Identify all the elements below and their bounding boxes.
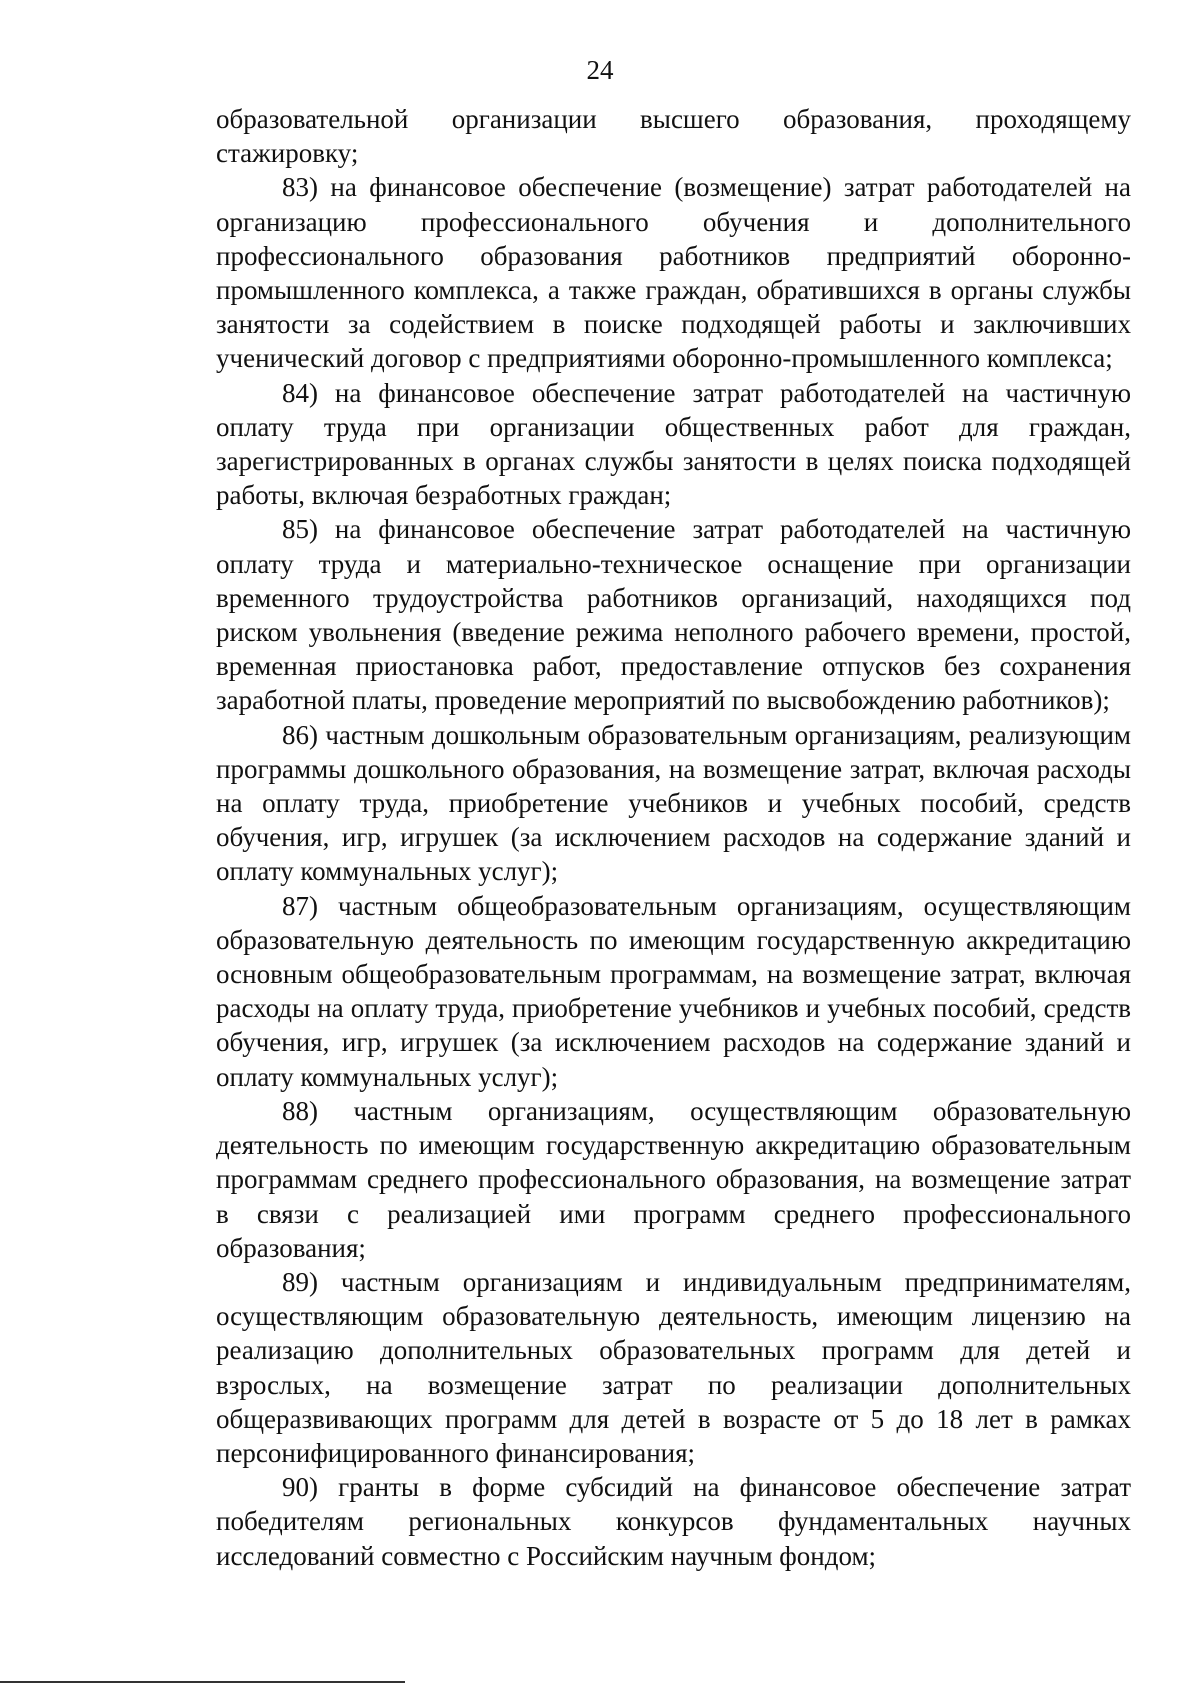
paragraph-continuation: образовательной организации высшего образования, проходящему стажировку; xyxy=(216,104,1131,169)
list-item-86: 86) частным дошкольным образовательным организациям, реализующим программы дошкольного образования, на возмещение затрат, включая расходы на оплату труда, приобретение учебников и учебных пособий, средств обучения, игр, игрушек (за исключением расходов на содержание зданий и оплату коммунальных услуг); xyxy=(216,719,1131,887)
list-item-83: 83) на финансовое обеспечение (возмещение) затрат работодателей на организацию профессионального обучения и дополнительного профессионального образования работников предприятий оборонно-промышленного комплекса, а также граждан, обратившихся в органы службы занятости за содействием в поиске подходящей работы и заключивших ученический договор с предприятиями оборонно-промышленного комплекса; xyxy=(216,172,1131,374)
list-item-84: 84) на финансовое обеспечение затрат работодателей на частичную оплату труда при организации общественных работ для граждан, зарегистрированных в органах службы занятости в целях поиска подходящей работы, включая безработных граждан; xyxy=(216,377,1131,511)
document-body xyxy=(216,102,1131,1573)
footer-rule xyxy=(0,1681,405,1683)
list-item-89: 89) частным организациям и индивидуальным предпринимателям, осуществляющим образовательную деятельность, имеющим лицензию на реализацию дополнительных образовательных программ для детей и взрослых, на возмещение затрат по реализации дополнительных общеразвивающих программ для детей в возрасте от 5 до 18 лет в рамках персонифицированного финансирования; xyxy=(216,1266,1131,1468)
list-item-88: 88) частным организациям, осуществляющим образовательную деятельность по имеющим государственную аккредитацию образовательным программам среднего профессионального образования, на возмещение затрат в связи с реализацией ими программ среднего профессионального образования; xyxy=(216,1095,1131,1263)
list-item-90: 90) гранты в форме субсидий на финансовое обеспечение затрат победителям региональных конкурсов фундаментальных научных исследований совместно с Российским научным фондом; xyxy=(216,1472,1131,1571)
page-number: 24 xyxy=(586,55,614,85)
list-item-85: 85) на финансовое обеспечение затрат работодателей на частичную оплату труда и материально-техническое оснащение при организации временного трудоустройства работников организаций, находящихся под риском увольнения (введение режима неполного рабочего времени, простой, временная приостановка работ, предоставление отпусков без сохранения заработной платы, проведение мероприятий по высвобождению работников); xyxy=(216,514,1131,716)
list-item-87: 87) частным общеобразовательным организациям, осуществляющим образовательную деятельность по имеющим государственную аккредитацию основным общеобразовательным программам, на возмещение затрат, включая расходы на оплату труда, приобретение учебников и учебных пособий, средств обучения, игр, игрушек (за исключением расходов на содержание зданий и оплату коммунальных услуг); xyxy=(216,890,1131,1092)
